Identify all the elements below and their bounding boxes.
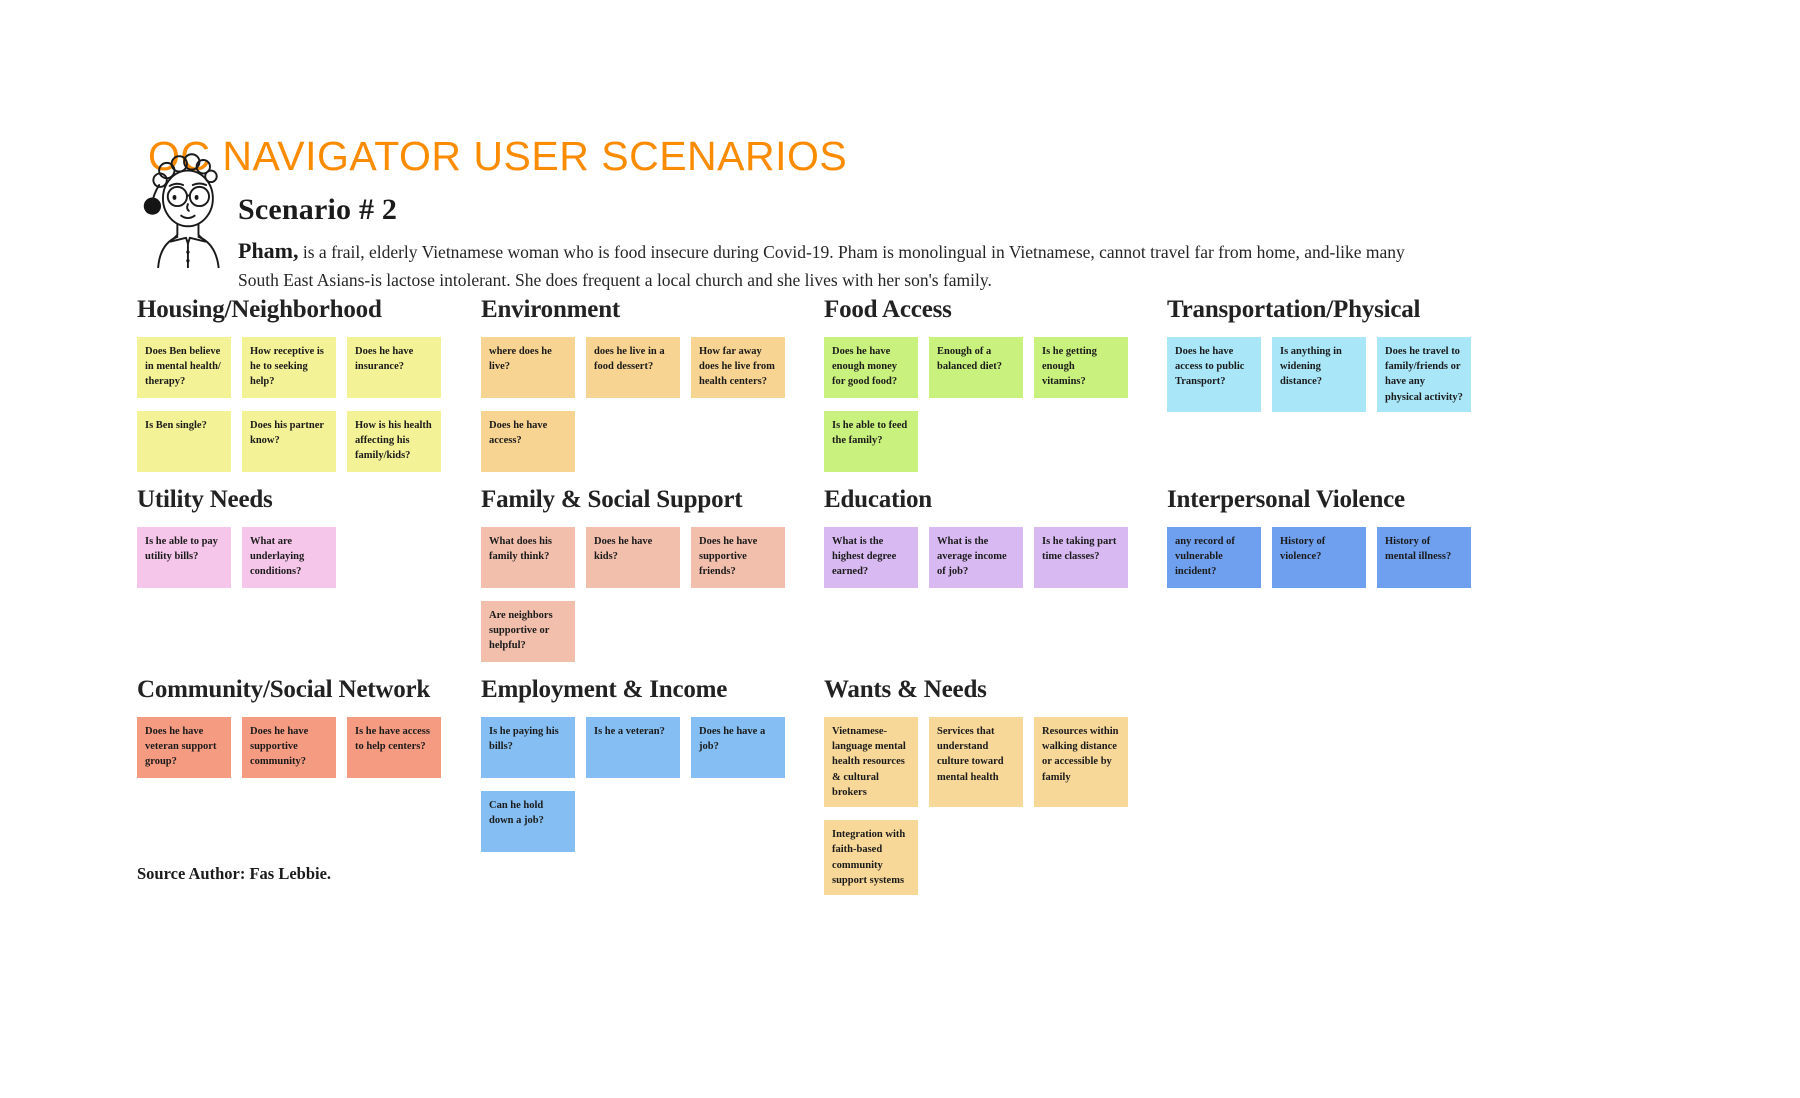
sticky-note-text: Is he a veteran?: [594, 726, 665, 737]
sticky-note[interactable]: [691, 337, 785, 398]
sticky-note-text: Does Ben believe in mental health/ therapy?: [145, 346, 221, 388]
sticky-note[interactable]: [1272, 337, 1366, 412]
section-title: Environment: [481, 296, 621, 323]
section-notes: [481, 527, 787, 662]
sticky-note-text: Does he have veteran support group?: [145, 726, 217, 768]
page-title: OC NAVIGATOR USER SCENARIOS: [148, 133, 848, 180]
sticky-note[interactable]: [137, 717, 231, 778]
sticky-note-text: What does his family think?: [489, 536, 553, 563]
scenario-title: Scenario # 2: [238, 192, 398, 226]
sticky-note-text: Is he have access to help centers?: [355, 726, 430, 753]
sticky-note[interactable]: [137, 527, 231, 588]
sticky-note-text: Is he taking part time classes?: [1042, 536, 1117, 563]
sticky-note-text: Is he able to feed the family?: [832, 420, 908, 447]
persona-description-text: is a frail, elderly Vietnamese woman who is food insecure during Covid-19. Pham is monolingual in Vietnamese, cannot travel far from home, and-like many South East Asians-is lactose intolerant. She does frequent a local church and she lives with her son's family.: [238, 241, 1405, 290]
sticky-note-text: How receptive is he to seeking help?: [250, 346, 324, 388]
sticky-note[interactable]: [929, 337, 1023, 398]
sticky-note[interactable]: [824, 717, 918, 807]
section-notes: [824, 717, 1130, 895]
sticky-note-text: Does he have access to public Transport?: [1175, 346, 1245, 388]
section-education: [824, 486, 1130, 588]
sticky-note-text: Does he have access?: [489, 420, 548, 447]
sticky-note-text: Resources within walking distance or accessible by family: [1042, 726, 1119, 783]
sticky-note-text: History of mental illness?: [1385, 536, 1452, 563]
source-author: Source Author: Fas Lebbie.: [137, 864, 332, 883]
section-employment-income: [481, 676, 787, 852]
sticky-note-text: Does he travel to family/friends or have any physical activity?: [1385, 346, 1463, 403]
sticky-note[interactable]: [347, 717, 441, 778]
sticky-note-text: What is the highest degree earned?: [832, 536, 897, 578]
sticky-note-text: Does he have kids?: [594, 536, 653, 563]
sticky-note[interactable]: [1034, 527, 1128, 588]
section-title: Education: [824, 486, 932, 513]
sticky-note-text: Enough of a balanced diet?: [937, 346, 1003, 373]
sticky-note-text: Is Ben single?: [145, 420, 207, 431]
elderly-woman-illustration: [138, 148, 234, 268]
sticky-note[interactable]: [1167, 337, 1261, 412]
sticky-note-text: where does he live?: [489, 346, 552, 373]
sticky-note-text: Does his partner know?: [250, 420, 324, 447]
persona-avatar: [138, 148, 234, 268]
sticky-note[interactable]: [481, 337, 575, 398]
sticky-note[interactable]: [137, 337, 231, 398]
section-notes: [824, 337, 1130, 472]
sticky-note-text: Are neighbors supportive or helpful?: [489, 610, 553, 652]
sticky-note[interactable]: [481, 791, 575, 852]
sticky-note[interactable]: [1272, 527, 1366, 588]
sticky-note-text: Does he have supportive community?: [250, 726, 309, 768]
section-community-social-network: [137, 676, 443, 778]
sticky-note[interactable]: [1167, 527, 1261, 588]
section-title: Housing/Neighborhood: [137, 296, 382, 323]
sticky-note-text: History of violence?: [1280, 536, 1326, 563]
sticky-note-text: What are underlaying conditions?: [250, 536, 305, 578]
section-family-social-support: [481, 486, 787, 662]
sticky-note-text: Does he have enough money for good food?: [832, 346, 898, 388]
sticky-note-text: What is the average income of job?: [937, 536, 1007, 578]
sticky-note[interactable]: [824, 820, 918, 895]
sticky-note-text: Is anything in widening distance?: [1280, 346, 1342, 388]
section-environment: [481, 296, 787, 472]
sticky-note[interactable]: [691, 717, 785, 778]
section-notes: [481, 337, 787, 472]
persona-name: Pham,: [238, 237, 299, 263]
section-notes: [481, 717, 787, 852]
section-food-access: [824, 296, 1130, 472]
section-notes: [824, 527, 1130, 588]
sticky-note[interactable]: [347, 337, 441, 398]
sticky-note[interactable]: [586, 717, 680, 778]
section-title: Transportation/Physical: [1167, 296, 1421, 323]
sticky-note-text: Is he getting enough vitamins?: [1042, 346, 1097, 388]
section-utility-needs: [137, 486, 443, 588]
section-title: Employment & Income: [481, 676, 728, 703]
sticky-note[interactable]: [929, 527, 1023, 588]
sticky-note[interactable]: [347, 411, 441, 472]
sticky-note-text: Services that understand culture toward mental health: [937, 726, 1004, 783]
sticky-note[interactable]: [481, 527, 575, 588]
sticky-note[interactable]: [1034, 337, 1128, 398]
sticky-note[interactable]: [824, 337, 918, 398]
section-title: Community/Social Network: [137, 676, 431, 703]
section-title: Family & Social Support: [481, 486, 743, 513]
section-notes: [1167, 337, 1473, 412]
sticky-note-text: any record of vulnerable incident?: [1175, 536, 1235, 578]
sticky-note-text: Does he have insurance?: [355, 346, 414, 373]
sticky-note[interactable]: [586, 527, 680, 588]
section-transportation-physical: [1167, 296, 1473, 412]
sticky-note[interactable]: [586, 337, 680, 398]
section-notes: [137, 337, 443, 472]
section-notes: [137, 717, 443, 778]
sticky-note-text: Does he have supportive friends?: [699, 536, 758, 578]
sticky-note[interactable]: [929, 717, 1023, 807]
sticky-note-text: Is he able to pay utility bills?: [145, 536, 218, 563]
sticky-note-text: does he live in a food dessert?: [594, 346, 665, 373]
sticky-note[interactable]: [1377, 337, 1471, 412]
sticky-note[interactable]: [1377, 527, 1471, 588]
sticky-note[interactable]: [242, 411, 336, 472]
section-title: Wants & Needs: [824, 676, 987, 703]
sticky-note[interactable]: [137, 411, 231, 472]
persona-description: [238, 234, 1448, 293]
sticky-note-text: Integration with faith-based community support systems: [832, 829, 906, 886]
sticky-note-text: Is he paying his bills?: [489, 726, 559, 753]
sticky-note[interactable]: [481, 717, 575, 778]
section-title: Utility Needs: [137, 486, 273, 513]
section-interpersonal-violence: [1167, 486, 1473, 588]
sticky-note[interactable]: [481, 601, 575, 662]
sticky-note[interactable]: [242, 337, 336, 398]
section-title: Interpersonal Violence: [1167, 486, 1405, 513]
section-notes: [137, 527, 443, 588]
sticky-note-text: How is his health affecting his family/kids?: [355, 420, 432, 462]
section-notes: [1167, 527, 1473, 588]
sticky-note[interactable]: [824, 527, 918, 588]
sticky-note[interactable]: [242, 717, 336, 778]
sticky-note-text: How far away does he live from health centers?: [699, 346, 775, 388]
section-title: Food Access: [824, 296, 952, 323]
sticky-note[interactable]: [242, 527, 336, 588]
sticky-note[interactable]: [824, 411, 918, 472]
section-wants-needs: [824, 676, 1130, 895]
sticky-note[interactable]: [691, 527, 785, 588]
sticky-note-text: Does he have a job?: [699, 726, 766, 753]
sticky-note-text: Can he hold down a job?: [489, 800, 544, 827]
sticky-note[interactable]: [481, 411, 575, 472]
sticky-note[interactable]: [1034, 717, 1128, 807]
sticky-note-text: Vietnamese-language mental health resources & cultural brokers: [832, 726, 906, 798]
section-housing-neighborhood: [137, 296, 443, 472]
